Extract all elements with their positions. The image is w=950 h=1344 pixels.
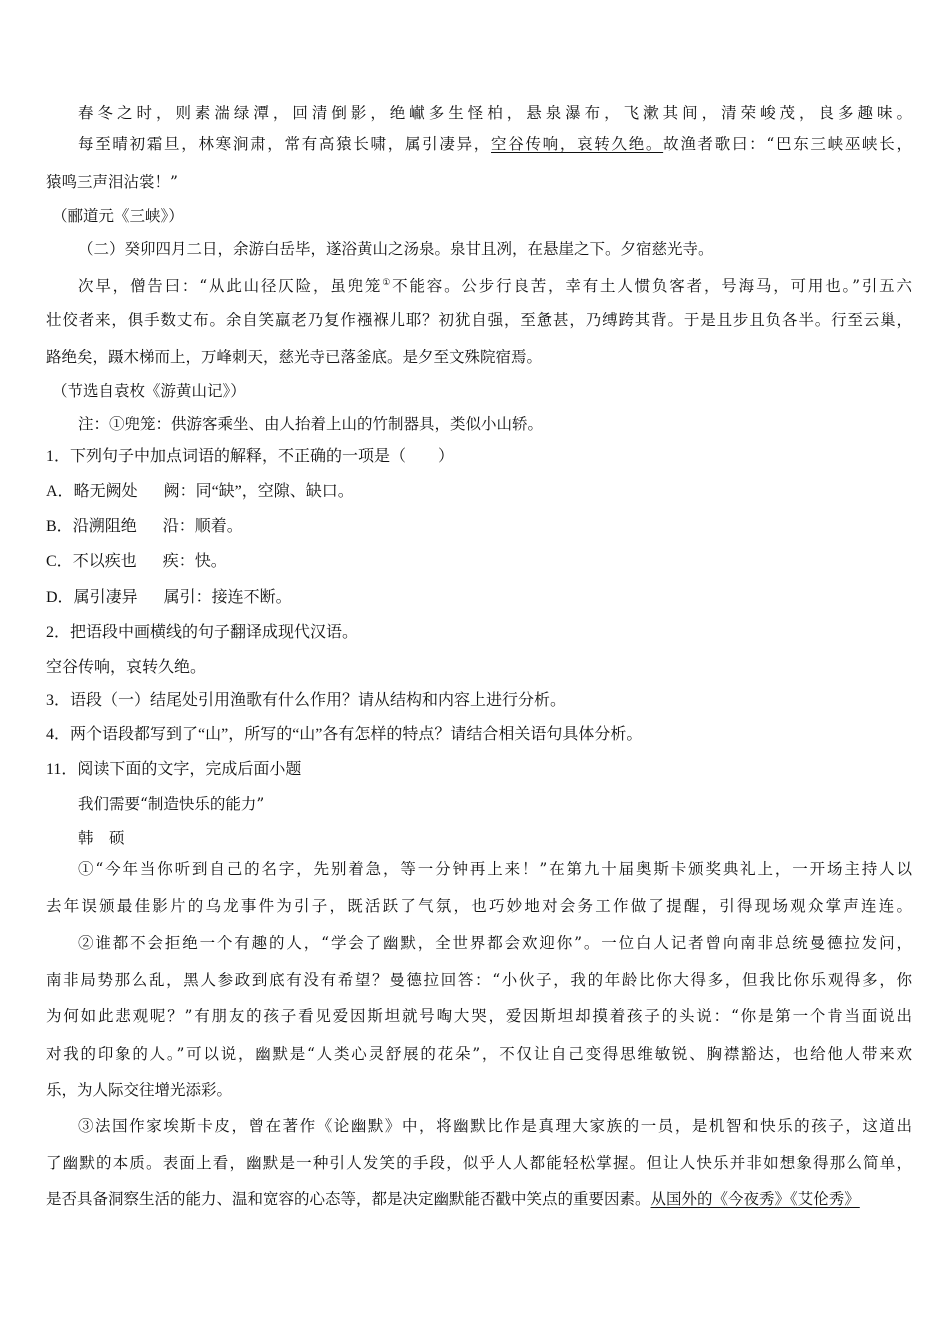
article-para-3-line-2: 了幽默的本质。表面上看，幽默是一种引人发笑的手段，似乎人人都能轻松掌握。但让人快乐并非如想象得那么简单，: [46, 1154, 912, 1172]
option-letter: C．: [46, 553, 73, 570]
question-4: 4．两个语段都写到了“山”，所写的“山”各有怎样的特点？请结合相关语句具体分析。: [46, 726, 643, 743]
option-letter: A．: [46, 483, 74, 500]
question-2: 2．把语段中画横线的句子翻译成现代汉语。: [46, 624, 359, 641]
article-para-1-line-1: ①“今年当你听到自己的名字，先别着急，等一分钟再上来！”在第九十届奥斯卡颁奖典礼上，一开场主持人以: [78, 860, 912, 878]
article-para-3-line-3: [46, 1188, 912, 1210]
article-para-1-line-2: 去年误颁最佳影片的乌龙事件为引子，既活跃了气氛，也巧妙地对会务工作做了提醒，引得现场观众掌声连连。: [46, 897, 912, 915]
option-gloss: 阙：同“缺”，空隙、缺口。: [163, 483, 354, 500]
article-para-2-line-1: ②谁都不会拒绝一个有趣的人，“学会了幽默，全世界都会欢迎你”。一位白人记者曾向南非总统曼德拉发问，: [78, 934, 912, 952]
option-d: [46, 587, 912, 609]
underlined-text: 从国外的《今夜秀》《艾伦秀》: [650, 1190, 860, 1208]
option-phrase: 不以疾也: [72, 553, 137, 570]
option-gloss: 疾：快。: [162, 553, 227, 570]
article-text: 是否具备洞察生活的能力、温和宽容的心态等，都是决定幽默能否戳中笑点的重要因素。: [46, 1190, 651, 1208]
passage1-paragraph-2: [78, 133, 912, 155]
footnote-marker: ①: [382, 278, 393, 288]
passage2-text: 次早，僧告曰：“从此山径仄险，虽兜笼: [78, 277, 383, 296]
underlined-sentence: 空谷传响，哀转久绝。: [491, 135, 664, 153]
option-gloss: 沿：顺着。: [162, 518, 243, 535]
article-para-3-line-1: ③法国作家埃斯卡皮，曾在著作《论幽默》中，将幽默比作是真理大家族的一员，是机智和快乐的孩子，这道出: [78, 1117, 912, 1135]
passage2-paragraph-1-line2: 壮佼者来，俱手数丈布。余自笑羸老乃复作襁褓儿耶？初犹自强，至惫甚，乃缚跨其背。于是且步且负各半。行至云巢，: [46, 311, 912, 329]
passage2-text: 不能容。公步行良苦，幸有土人惯负客者，号海马，可用也。”引五六: [392, 277, 912, 296]
option-b: [46, 516, 912, 538]
question-2-sentence: 空谷传响，哀转久绝。: [46, 659, 207, 676]
passage1-source: （郦道元《三峡》）: [52, 207, 184, 225]
section-11-heading: 11．阅读下面的文字，完成后面小题: [46, 761, 302, 778]
option-c: [46, 551, 912, 573]
article-para-2-line-3: 为何如此悲观呢？”有朋友的孩子看见爱因斯坦就号啕大哭，爱因斯坦却摸着孩子的头说：“你是第一个肯当面说出: [46, 1007, 912, 1025]
passage2-source: （节选自袁枚《游黄山记》）: [52, 382, 246, 400]
option-a: [46, 481, 912, 503]
passage2-paragraph-1-line3: 路绝矣，蹑木梯而上，万峰刺天，慈光寺已落釜底。是夕至文殊院宿焉。: [46, 348, 543, 366]
option-letter: D．: [46, 589, 74, 606]
question-1: 1．下列句子中加点词语的解释，不正确的一项是（ ）: [46, 448, 455, 465]
passage1-paragraph-1: 春冬之时，则素湍绿潭，回清倒影，绝𪩘多生怪柏，悬泉瀑布，飞漱其间，清荣峻茂，良多趣味。: [78, 104, 912, 122]
passage2-intro: （二）癸卯四月二日，余游白岳毕，遂浴黄山之汤泉。泉甘且冽，在悬崖之下。夕宿慈光寺。: [78, 240, 714, 258]
article-para-2-line-2: 南非局势那么乱，黑人参政到底有没有希望？曼德拉回答：“小伙子，我的年龄比你大得多，但我比你乐观得多，你: [46, 971, 912, 989]
passage2-note: 注：①兜笼：供游客乘坐、由人抬着上山的竹制器具，类似小山轿。: [78, 415, 544, 433]
article-title: 我们需要“制造快乐的能力”: [78, 795, 265, 813]
option-letter: B．: [46, 518, 73, 535]
passage1-text: 每至晴初霜旦，林寒涧肃，常有高猿长啸，属引凄异，: [78, 135, 492, 153]
passage1-text: 故渔者歌曰：“巴东三峡巫峡长，: [663, 135, 912, 153]
option-phrase: 属引凄异: [73, 589, 138, 606]
option-phrase: 略无阙处: [73, 483, 138, 500]
question-3: 3．语段（一）结尾处引用渔歌有什么作用？请从结构和内容上进行分析。: [46, 692, 567, 709]
article-para-2-line-5: 乐，为人际交往增光添彩。: [46, 1081, 233, 1099]
option-phrase: 沿溯阻绝: [72, 518, 137, 535]
passage2-paragraph-1: [78, 272, 912, 297]
article-para-2-line-4: 对我的印象的人。”可以说，幽默是“人类心灵舒展的花朵”，不仅让自己变得思维敏锐、胸襟豁达，也给他人带来欢: [46, 1045, 912, 1063]
article-author: 韩 硕: [78, 829, 125, 847]
option-gloss: 属引：接连不断。: [163, 589, 292, 606]
passage1-paragraph-2-end: 猿鸣三声泪沾裳！”: [46, 173, 178, 191]
